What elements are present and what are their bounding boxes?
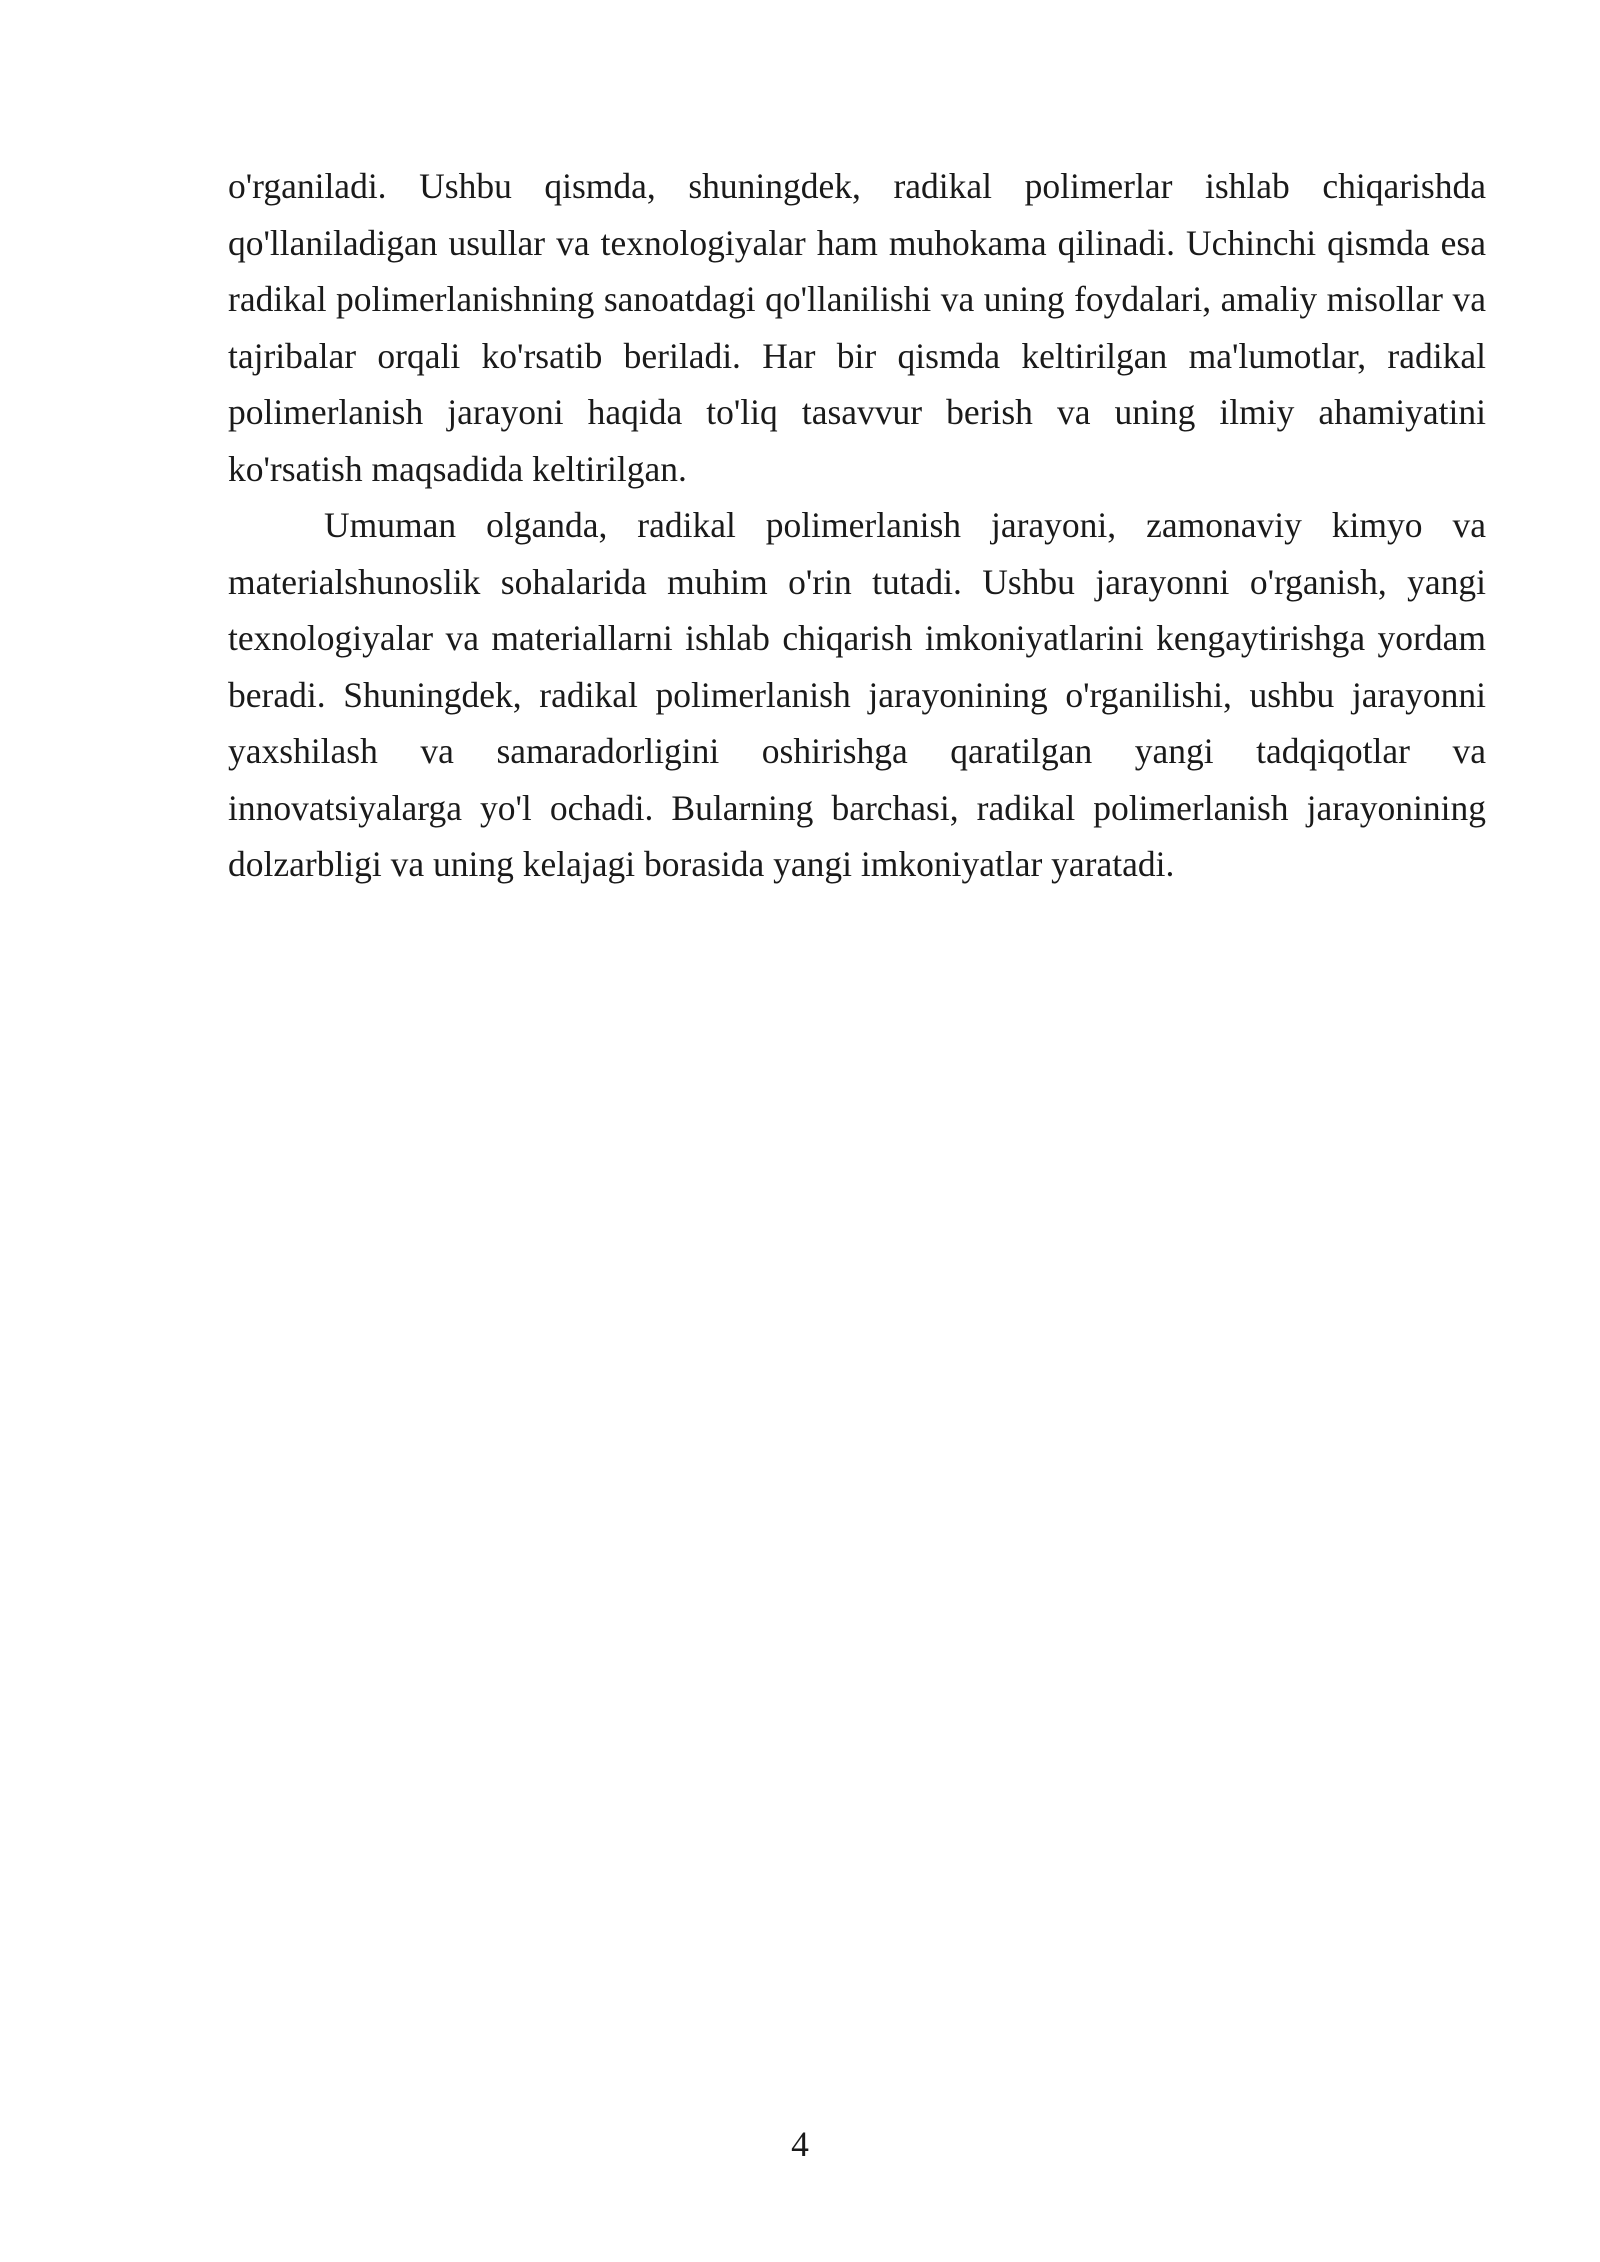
paragraph-continuation: o'rganiladi. Ushbu qismda, shuningdek, radikal polimerlar ishlab chiqarishda qo'llaniladigan usullar va texnologiyalar ham muhokama qilinadi. Uchinchi qismda esa radikal polimerlanishning sanoatdagi qo'llanilishi va uning foydalari, amaliy misollar va tajribalar orqali ko'rsatib beriladi. Har bir qismda keltirilgan ma'lumotlar, radikal polimerlanish jarayoni haqida to'liq tasavvur berish va uning ilmiy ahamiyatini ko'rsatish maqsadida keltirilgan. bbox=[228, 166, 1486, 489]
body-text bbox=[228, 158, 1486, 893]
page-number: 4 bbox=[791, 2124, 809, 2164]
paragraph-conclusion: Umuman olganda, radikal polimerlanish jarayoni, zamonaviy kimyo va materialshunoslik sohalarida muhim o'rin tutadi. Ushbu jarayonni o'rganish, yangi texnologiyalar va materiallarni ishlab chiqarish imkoniyatlarini kengaytirishga yordam beradi. Shuningdek, radikal polimerlanish jarayonining o'rganilishi, ushbu jarayonni yaxshilash va samaradorligini oshirishga qaratilgan yangi tadqiqotlar va innovatsiyalarga yo'l ochadi. Bularning barchasi, radikal polimerlanish jarayonining dolzarbligi va uning kelajagi borasida yangi imkoniyatlar yaratadi. bbox=[228, 505, 1486, 884]
